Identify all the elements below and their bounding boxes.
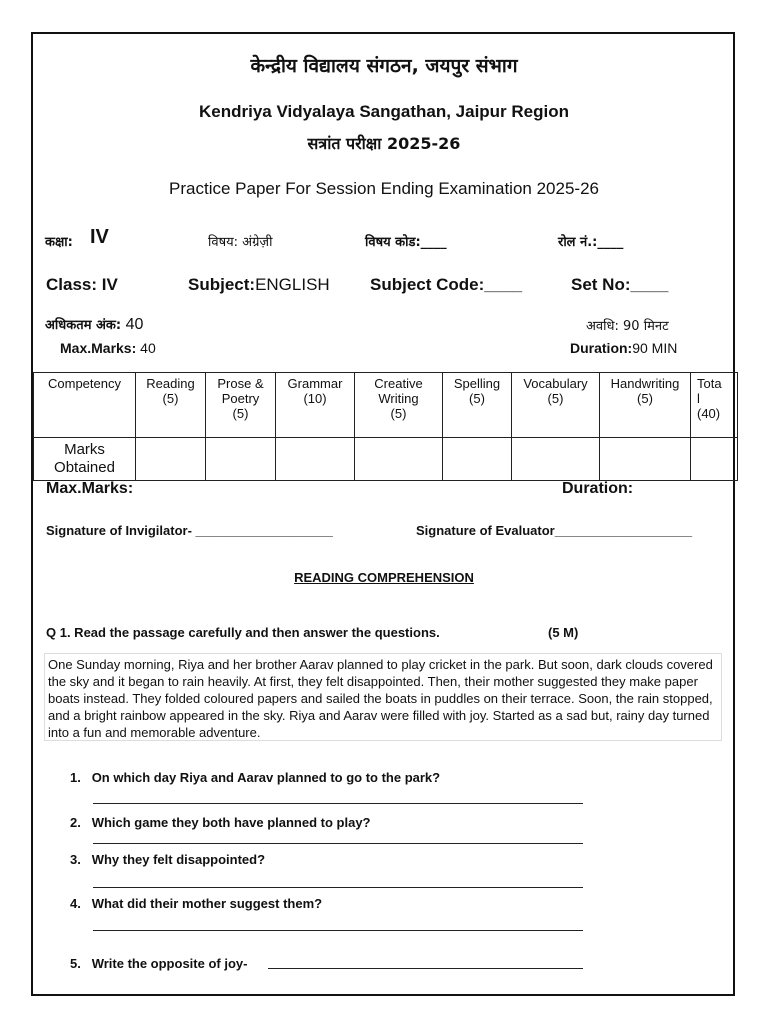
marks-cell-reading[interactable] [136,438,206,481]
max-marks-hindi [45,315,143,334]
subject-english [188,275,330,295]
marks-cell-handwriting[interactable] [600,438,691,481]
subject-code-hindi: विषय कोड:____ [365,235,447,250]
max-marks-hindi-label: अधिकतम अंक: [45,318,122,333]
footer-max-marks: Max.Marks: [46,480,134,497]
class-label-hindi: कक्षा: [45,235,73,250]
marks-obtained-label: Marks Obtained [34,438,136,481]
question-number: 4. [70,896,81,911]
question-item [70,852,265,867]
org-title-english: Kendriya Vidyalaya Sangathan, Jaipur Region [198,102,570,121]
question-number: 3. [70,852,81,867]
set-no: Set No:____ [571,275,669,294]
marks-cell-prose-poetry[interactable] [206,438,276,481]
max-marks-value: 40 [140,340,156,356]
question-text: What did their mother suggest them? [91,896,323,911]
duration-hindi: अवधि: 90 मिनट [586,319,669,334]
marks-cell-grammar[interactable] [276,438,355,481]
marks-cell-total[interactable] [691,438,738,481]
header-competency: Competency [34,373,136,438]
answer-line-1[interactable] [93,803,583,804]
header-handwriting: Handwriting (5) [600,373,691,438]
footer-duration: Duration: [562,480,634,497]
header-reading: Reading (5) [136,373,206,438]
roll-no-hindi: रोल नं.:____ [558,235,624,250]
question-1-heading: Q 1. Read the passage carefully and then answer the questions. [46,625,440,640]
class-english: Class: IV [46,275,118,294]
max-marks-label: Max.Marks: [60,340,137,356]
section-title: READING COMPREHENSION [294,570,474,585]
answer-line-3[interactable] [93,887,583,888]
subject-value: ENGLISH [255,275,330,294]
marks-cell-vocabulary[interactable] [512,438,600,481]
subject-label: Subject: [188,275,256,294]
question-item [70,770,440,785]
answer-line-2[interactable] [93,843,583,844]
marks-cell-spelling[interactable] [443,438,512,481]
exam-title-hindi: सत्रांत परीक्षा 2025-26 [307,134,461,153]
max-marks-hindi-value: 40 [125,316,144,333]
duration [570,340,677,356]
question-text: Why they felt disappointed? [91,852,266,867]
question-item [70,815,371,830]
exam-title-english: Practice Paper For Session Ending Examination 2025-26 [169,179,599,198]
question-number: 2. [70,815,81,830]
max-marks [60,340,156,356]
subject-code-english: Subject Code:____ [370,275,523,294]
question-text: Which game they both have planned to play? [91,815,371,830]
subject-hindi: विषय: अंग्रेज़ी [208,235,273,250]
question-number: 1. [70,770,81,785]
header-spelling: Spelling (5) [443,373,512,438]
class-value-hindi: IV [90,226,109,248]
answer-line-5[interactable] [268,968,583,969]
header-grammar: Grammar (10) [276,373,355,438]
marks-obtained-row [34,438,738,481]
question-number: 5. [70,956,81,971]
duration-value: 90 MIN [632,340,678,356]
question-1-marks: (5 M) [548,625,579,640]
reading-passage: One Sunday morning, Riya and her brother Aarav planned to play cricket in the park. But soon, dark clouds covered the sky and it began to rain heavily. At first, they felt disappointed. Then, their mother suggested they make paper boats instead. They folded coloured papers and sailed the boats in puddles on their terrace. Soon, the rain stopped, and a bright rainbow appeared in the sky. Riya and Aarav were filled with joy. Started as a sad but, rainy day turned into a fun and memorable adventure. [44,653,722,741]
header-vocabulary: Vocabulary (5) [512,373,600,438]
header-creative-writing: Creative Writing (5) [355,373,443,438]
table-header-row [34,373,738,438]
competency-table [33,372,738,481]
header-total: Tota l (40) [691,373,738,438]
question-text: Write the opposite of joy- [91,956,248,971]
signature-invigilator: Signature of Invigilator- ___________________ [46,523,333,538]
signature-evaluator: Signature of Evaluator___________________ [416,523,693,538]
header-prose-poetry: Prose & Poetry (5) [206,373,276,438]
question-text: On which day Riya and Aarav planned to go to the park? [91,770,441,785]
duration-label: Duration: [570,340,633,356]
question-item [70,956,247,971]
answer-line-4[interactable] [93,930,583,931]
marks-cell-creative-writing[interactable] [355,438,443,481]
org-title-hindi: केन्द्रीय विद्यालय संगठन, जयपुर संभाग [250,55,518,77]
question-item [70,896,322,911]
